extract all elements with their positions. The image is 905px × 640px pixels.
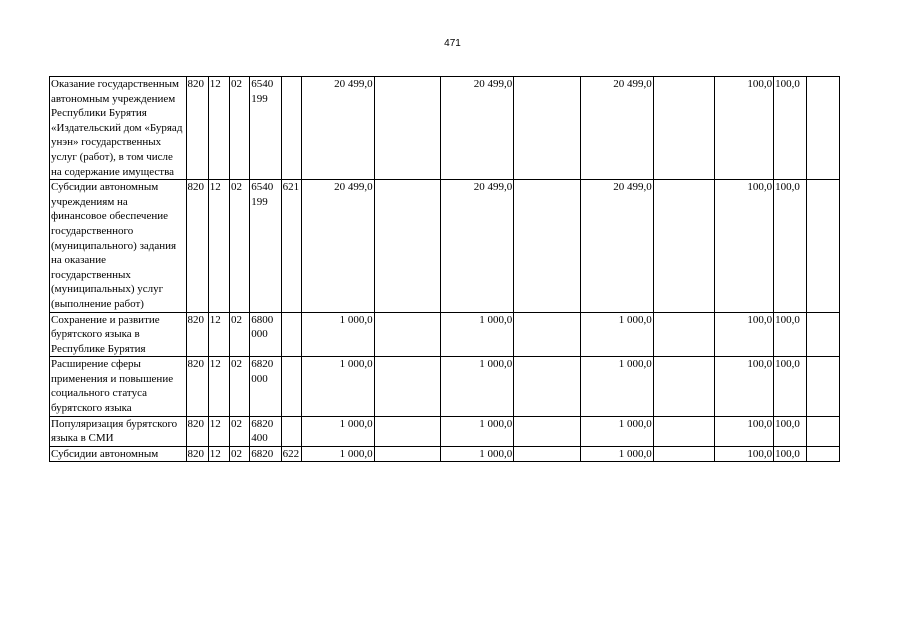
table-row bbox=[50, 357, 840, 416]
amount-approved: 1 000,0 bbox=[441, 357, 514, 416]
row-name: Расширение сферы применения и повышение социального статуса бурятского языка bbox=[50, 357, 187, 416]
subsection-code: 02 bbox=[230, 416, 250, 446]
section-code: 12 bbox=[208, 77, 229, 180]
target-code: 6820 bbox=[250, 446, 281, 462]
row-name: Оказание государственным автономным учреждением Республики Бурятия «Издательский дом «Буряад унэн» государственных услуг (работ), в том числе на содержание имущества bbox=[50, 77, 187, 180]
table-row bbox=[50, 446, 840, 462]
empty-cell bbox=[514, 416, 581, 446]
expense-type-code: 622 bbox=[281, 446, 301, 462]
amount-approved: 20 499,0 bbox=[441, 77, 514, 180]
subsection-code: 02 bbox=[230, 180, 250, 312]
row-name: Сохранение и развитие бурятского языка в Республике Бурятия bbox=[50, 312, 187, 357]
amount-executed: 20 499,0 bbox=[580, 180, 653, 312]
empty-cell bbox=[514, 312, 581, 357]
table-row bbox=[50, 312, 840, 357]
percent-total: 100,0 bbox=[774, 77, 806, 180]
amount-planned: 1 000,0 bbox=[301, 446, 374, 462]
row-name: Популяризация бурятского языка в СМИ bbox=[50, 416, 187, 446]
ministry-code: 820 bbox=[186, 416, 208, 446]
budget-table bbox=[49, 76, 840, 462]
target-code: 6820 000 bbox=[250, 357, 281, 416]
empty-cell bbox=[374, 357, 441, 416]
empty-cell bbox=[374, 446, 441, 462]
percent-total: 100,0 bbox=[774, 416, 806, 446]
empty-cell bbox=[374, 416, 441, 446]
ministry-code: 820 bbox=[186, 446, 208, 462]
amount-planned: 1 000,0 bbox=[301, 357, 374, 416]
ministry-code: 820 bbox=[186, 77, 208, 180]
amount-planned: 20 499,0 bbox=[301, 180, 374, 312]
empty-cell bbox=[653, 77, 715, 180]
amount-approved: 1 000,0 bbox=[441, 446, 514, 462]
empty-cell bbox=[514, 446, 581, 462]
subsection-code: 02 bbox=[230, 77, 250, 180]
amount-executed: 1 000,0 bbox=[580, 357, 653, 416]
expense-type-code bbox=[281, 312, 301, 357]
empty-cell bbox=[653, 180, 715, 312]
amount-planned: 1 000,0 bbox=[301, 416, 374, 446]
percent-total: 100,0 bbox=[774, 357, 806, 416]
subsection-code: 02 bbox=[230, 312, 250, 357]
empty-cell bbox=[653, 446, 715, 462]
amount-approved: 1 000,0 bbox=[441, 416, 514, 446]
ministry-code: 820 bbox=[186, 180, 208, 312]
section-code: 12 bbox=[208, 357, 229, 416]
amount-planned: 1 000,0 bbox=[301, 312, 374, 357]
percent-executed: 100,0 bbox=[715, 416, 774, 446]
amount-executed: 20 499,0 bbox=[580, 77, 653, 180]
percent-executed: 100,0 bbox=[715, 312, 774, 357]
table-row bbox=[50, 416, 840, 446]
expense-type-code: 621 bbox=[281, 180, 301, 312]
percent-total: 100,0 bbox=[774, 180, 806, 312]
percent-total: 100,0 bbox=[774, 446, 806, 462]
empty-cell bbox=[806, 416, 840, 446]
empty-cell bbox=[653, 357, 715, 416]
empty-cell bbox=[653, 416, 715, 446]
empty-cell bbox=[806, 180, 840, 312]
amount-approved: 20 499,0 bbox=[441, 180, 514, 312]
section-code: 12 bbox=[208, 180, 229, 312]
ministry-code: 820 bbox=[186, 357, 208, 416]
subsection-code: 02 bbox=[230, 446, 250, 462]
amount-executed: 1 000,0 bbox=[580, 416, 653, 446]
empty-cell bbox=[374, 312, 441, 357]
ministry-code: 820 bbox=[186, 312, 208, 357]
amount-approved: 1 000,0 bbox=[441, 312, 514, 357]
percent-executed: 100,0 bbox=[715, 357, 774, 416]
subsection-code: 02 bbox=[230, 357, 250, 416]
table-row bbox=[50, 77, 840, 180]
target-code: 6800 000 bbox=[250, 312, 281, 357]
amount-executed: 1 000,0 bbox=[580, 312, 653, 357]
expense-type-code bbox=[281, 77, 301, 180]
empty-cell bbox=[514, 357, 581, 416]
expense-type-code bbox=[281, 416, 301, 446]
amount-planned: 20 499,0 bbox=[301, 77, 374, 180]
target-code: 6540 199 bbox=[250, 77, 281, 180]
table-row bbox=[50, 180, 840, 312]
percent-executed: 100,0 bbox=[715, 77, 774, 180]
empty-cell bbox=[374, 77, 441, 180]
percent-executed: 100,0 bbox=[715, 180, 774, 312]
expense-type-code bbox=[281, 357, 301, 416]
section-code: 12 bbox=[208, 416, 229, 446]
empty-cell bbox=[806, 446, 840, 462]
amount-executed: 1 000,0 bbox=[580, 446, 653, 462]
empty-cell bbox=[653, 312, 715, 357]
empty-cell bbox=[514, 180, 581, 312]
section-code: 12 bbox=[208, 312, 229, 357]
page-number: 471 bbox=[444, 38, 461, 49]
percent-total: 100,0 bbox=[774, 312, 806, 357]
target-code: 6820 400 bbox=[250, 416, 281, 446]
target-code: 6540 199 bbox=[250, 180, 281, 312]
empty-cell bbox=[806, 357, 840, 416]
row-name: Субсидии автономным учреждениям на финансовое обеспечение государственного (муниципального) задания на оказание государственных (муниципальных) услуг (выполнение работ) bbox=[50, 180, 187, 312]
empty-cell bbox=[514, 77, 581, 180]
empty-cell bbox=[806, 312, 840, 357]
empty-cell bbox=[806, 77, 840, 180]
percent-executed: 100,0 bbox=[715, 446, 774, 462]
section-code: 12 bbox=[208, 446, 229, 462]
row-name: Субсидии автономным bbox=[50, 446, 187, 462]
empty-cell bbox=[374, 180, 441, 312]
